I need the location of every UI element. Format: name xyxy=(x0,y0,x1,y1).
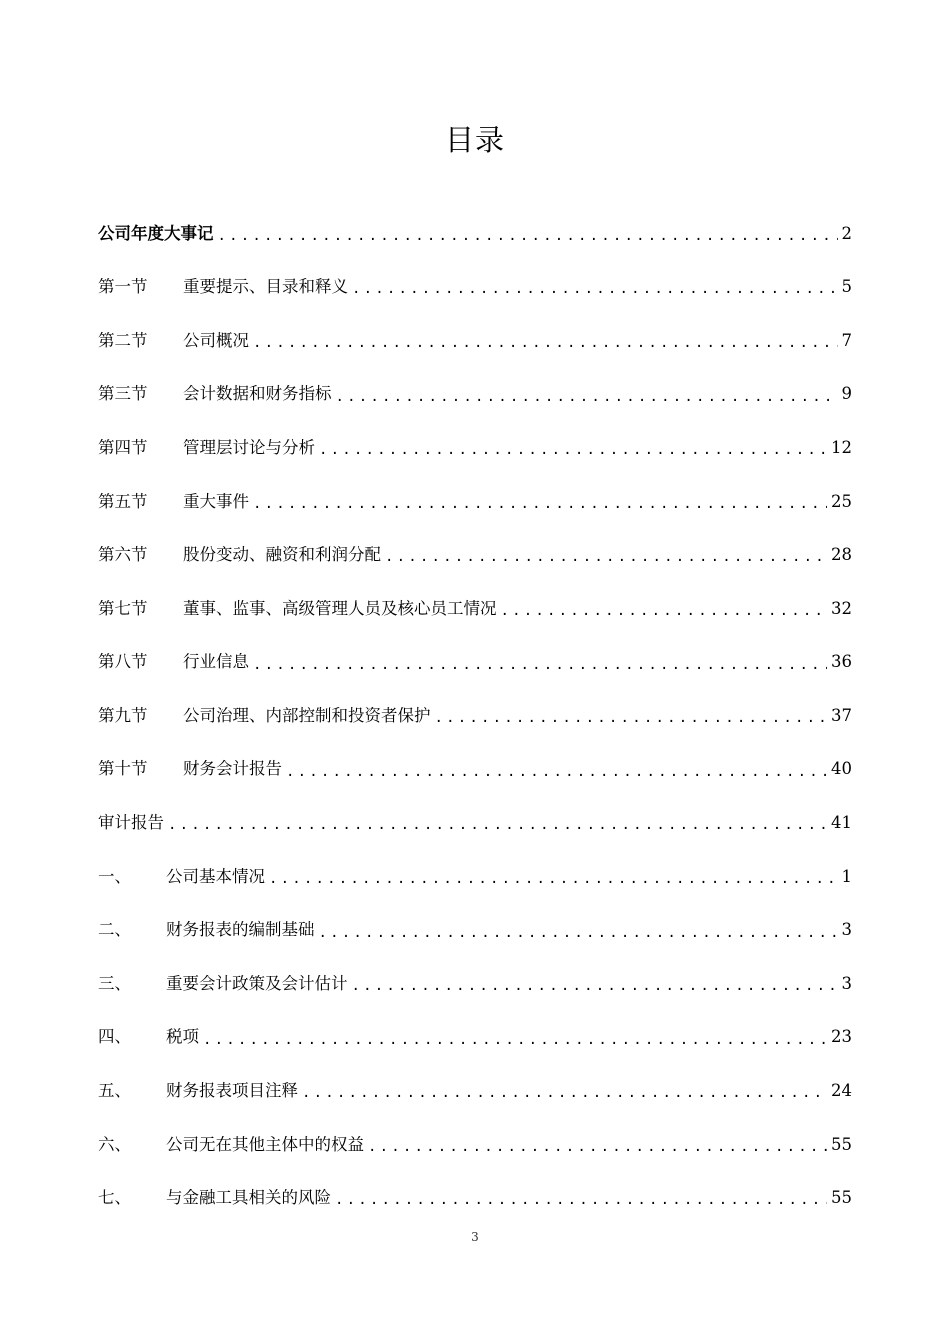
toc-entry-section-3[interactable] xyxy=(98,368,852,422)
toc-entry-title: 公司治理、内部控制和投资者保护 xyxy=(183,705,431,725)
toc-entry-page: 37 xyxy=(831,705,852,725)
toc-entry-title: 审计报告 xyxy=(98,813,164,833)
toc-entry-number: 七、 xyxy=(98,1188,131,1208)
toc-entry-number: 第一节 xyxy=(98,277,148,297)
toc-entry-section-9[interactable] xyxy=(98,689,852,743)
toc-entry-title: 管理层讨论与分析 xyxy=(183,437,315,457)
toc-leader-dots xyxy=(501,604,828,618)
toc-leader-dots xyxy=(269,872,838,886)
toc-entry-note-3[interactable] xyxy=(98,957,852,1011)
toc-entry-title: 税项 xyxy=(166,1027,199,1047)
toc-entry-note-5[interactable] xyxy=(98,1065,852,1119)
toc-leader-dots xyxy=(302,1086,827,1100)
toc-leader-dots xyxy=(368,1140,827,1154)
toc-leader-dots xyxy=(385,550,827,564)
toc-leader-dots xyxy=(352,979,838,993)
toc-entry-number: 第三节 xyxy=(98,384,148,404)
toc-leader-dots xyxy=(203,1033,827,1047)
toc-entry-section-4[interactable] xyxy=(98,421,852,475)
toc-entry-section-7[interactable] xyxy=(98,582,852,636)
toc-entry-title: 与金融工具相关的风险 xyxy=(166,1188,331,1208)
toc-entry-page: 3 xyxy=(841,920,852,940)
toc-entry-number: 五、 xyxy=(98,1081,131,1101)
toc-entry-section-8[interactable] xyxy=(98,636,852,690)
toc-entry-page: 55 xyxy=(831,1134,852,1154)
toc-entry-title: 重要会计政策及会计估计 xyxy=(166,973,348,993)
toc-leader-dots xyxy=(335,1193,827,1207)
toc-entry-number: 四、 xyxy=(98,1027,131,1047)
toc-entry-title: 股份变动、融资和利润分配 xyxy=(183,545,381,565)
toc-entry-number: 三、 xyxy=(98,973,131,993)
toc-entry-number: 第八节 xyxy=(98,652,148,672)
toc-entry-title: 财务报表的编制基础 xyxy=(166,920,315,940)
toc-entry-page: 25 xyxy=(831,491,852,511)
toc-entry-page: 24 xyxy=(831,1081,852,1101)
toc-entry-number: 第九节 xyxy=(98,705,148,725)
toc-leader-dots xyxy=(253,336,838,350)
toc-entry-audit-report[interactable] xyxy=(98,797,852,851)
toc-entry-page: 36 xyxy=(831,652,852,672)
toc-leader-dots xyxy=(336,390,838,404)
toc-entry-number: 一、 xyxy=(98,866,131,886)
toc-entry-title: 公司无在其他主体中的权益 xyxy=(166,1134,364,1154)
toc-leader-dots xyxy=(286,765,827,779)
toc-leader-dots xyxy=(435,711,828,725)
toc-entry-page: 23 xyxy=(831,1027,852,1047)
toc-entry-page: 55 xyxy=(831,1188,852,1208)
toc-entry-title: 财务会计报告 xyxy=(183,759,282,779)
toc-entry-number: 二、 xyxy=(98,920,131,940)
toc-entry-page: 41 xyxy=(831,813,852,833)
toc-entry-section-6[interactable] xyxy=(98,529,852,583)
toc-entry-section-10[interactable] xyxy=(98,743,852,797)
toc-entry-title: 公司概况 xyxy=(183,330,249,350)
toc-entry-number: 第五节 xyxy=(98,491,148,511)
toc-entry-title: 行业信息 xyxy=(183,652,249,672)
toc-leader-dots xyxy=(253,497,827,511)
toc-entry-title: 重要提示、目录和释义 xyxy=(183,277,348,297)
toc-entry-title: 重大事件 xyxy=(183,491,249,511)
toc-entry-annual-events[interactable] xyxy=(98,207,852,261)
toc-entry-section-1[interactable] xyxy=(98,261,852,315)
toc-entry-note-1[interactable] xyxy=(98,850,852,904)
toc-entry-page: 5 xyxy=(841,277,852,297)
toc-entry-note-6[interactable] xyxy=(98,1118,852,1172)
toc-entry-number: 第七节 xyxy=(98,598,148,618)
toc-entry-note-2[interactable] xyxy=(98,904,852,958)
toc-entry-page: 3 xyxy=(841,973,852,993)
toc-entry-title: 财务报表项目注释 xyxy=(166,1081,298,1101)
toc-entry-page: 28 xyxy=(831,545,852,565)
toc-entry-title: 会计数据和财务指标 xyxy=(183,384,332,404)
toc-entry-number: 第二节 xyxy=(98,330,148,350)
toc-leader-dots xyxy=(168,818,827,832)
toc-leader-dots xyxy=(319,926,838,940)
toc-entry-page: 7 xyxy=(841,330,852,350)
toc-entry-page: 1 xyxy=(841,866,852,886)
toc-entry-note-7[interactable] xyxy=(98,1172,852,1226)
toc-entry-section-2[interactable] xyxy=(98,314,852,368)
page-number: 3 xyxy=(471,1230,479,1244)
toc-entry-title: 公司基本情况 xyxy=(166,866,265,886)
toc-entry-note-4[interactable] xyxy=(98,1011,852,1065)
toc-leader-dots xyxy=(253,658,827,672)
page-title: 目录 xyxy=(444,123,505,157)
toc-leader-dots xyxy=(319,443,827,457)
toc-entry-title: 董事、监事、高级管理人员及核心员工情况 xyxy=(183,598,497,618)
toc-entry-page: 2 xyxy=(841,223,852,243)
toc-entry-number: 第十节 xyxy=(98,759,148,779)
toc-entry-number: 第四节 xyxy=(98,437,148,457)
toc-entry-page: 32 xyxy=(831,598,852,618)
toc-entry-section-5[interactable] xyxy=(98,475,852,529)
table-of-contents xyxy=(98,207,852,1225)
toc-entry-title: 公司年度大事记 xyxy=(98,223,214,243)
toc-leader-dots xyxy=(352,282,838,296)
toc-leader-dots xyxy=(218,229,838,243)
toc-entry-page: 9 xyxy=(841,384,852,404)
toc-entry-page: 12 xyxy=(831,437,852,457)
toc-entry-number: 六、 xyxy=(98,1134,131,1154)
toc-entry-number: 第六节 xyxy=(98,545,148,565)
toc-entry-page: 40 xyxy=(831,759,852,779)
